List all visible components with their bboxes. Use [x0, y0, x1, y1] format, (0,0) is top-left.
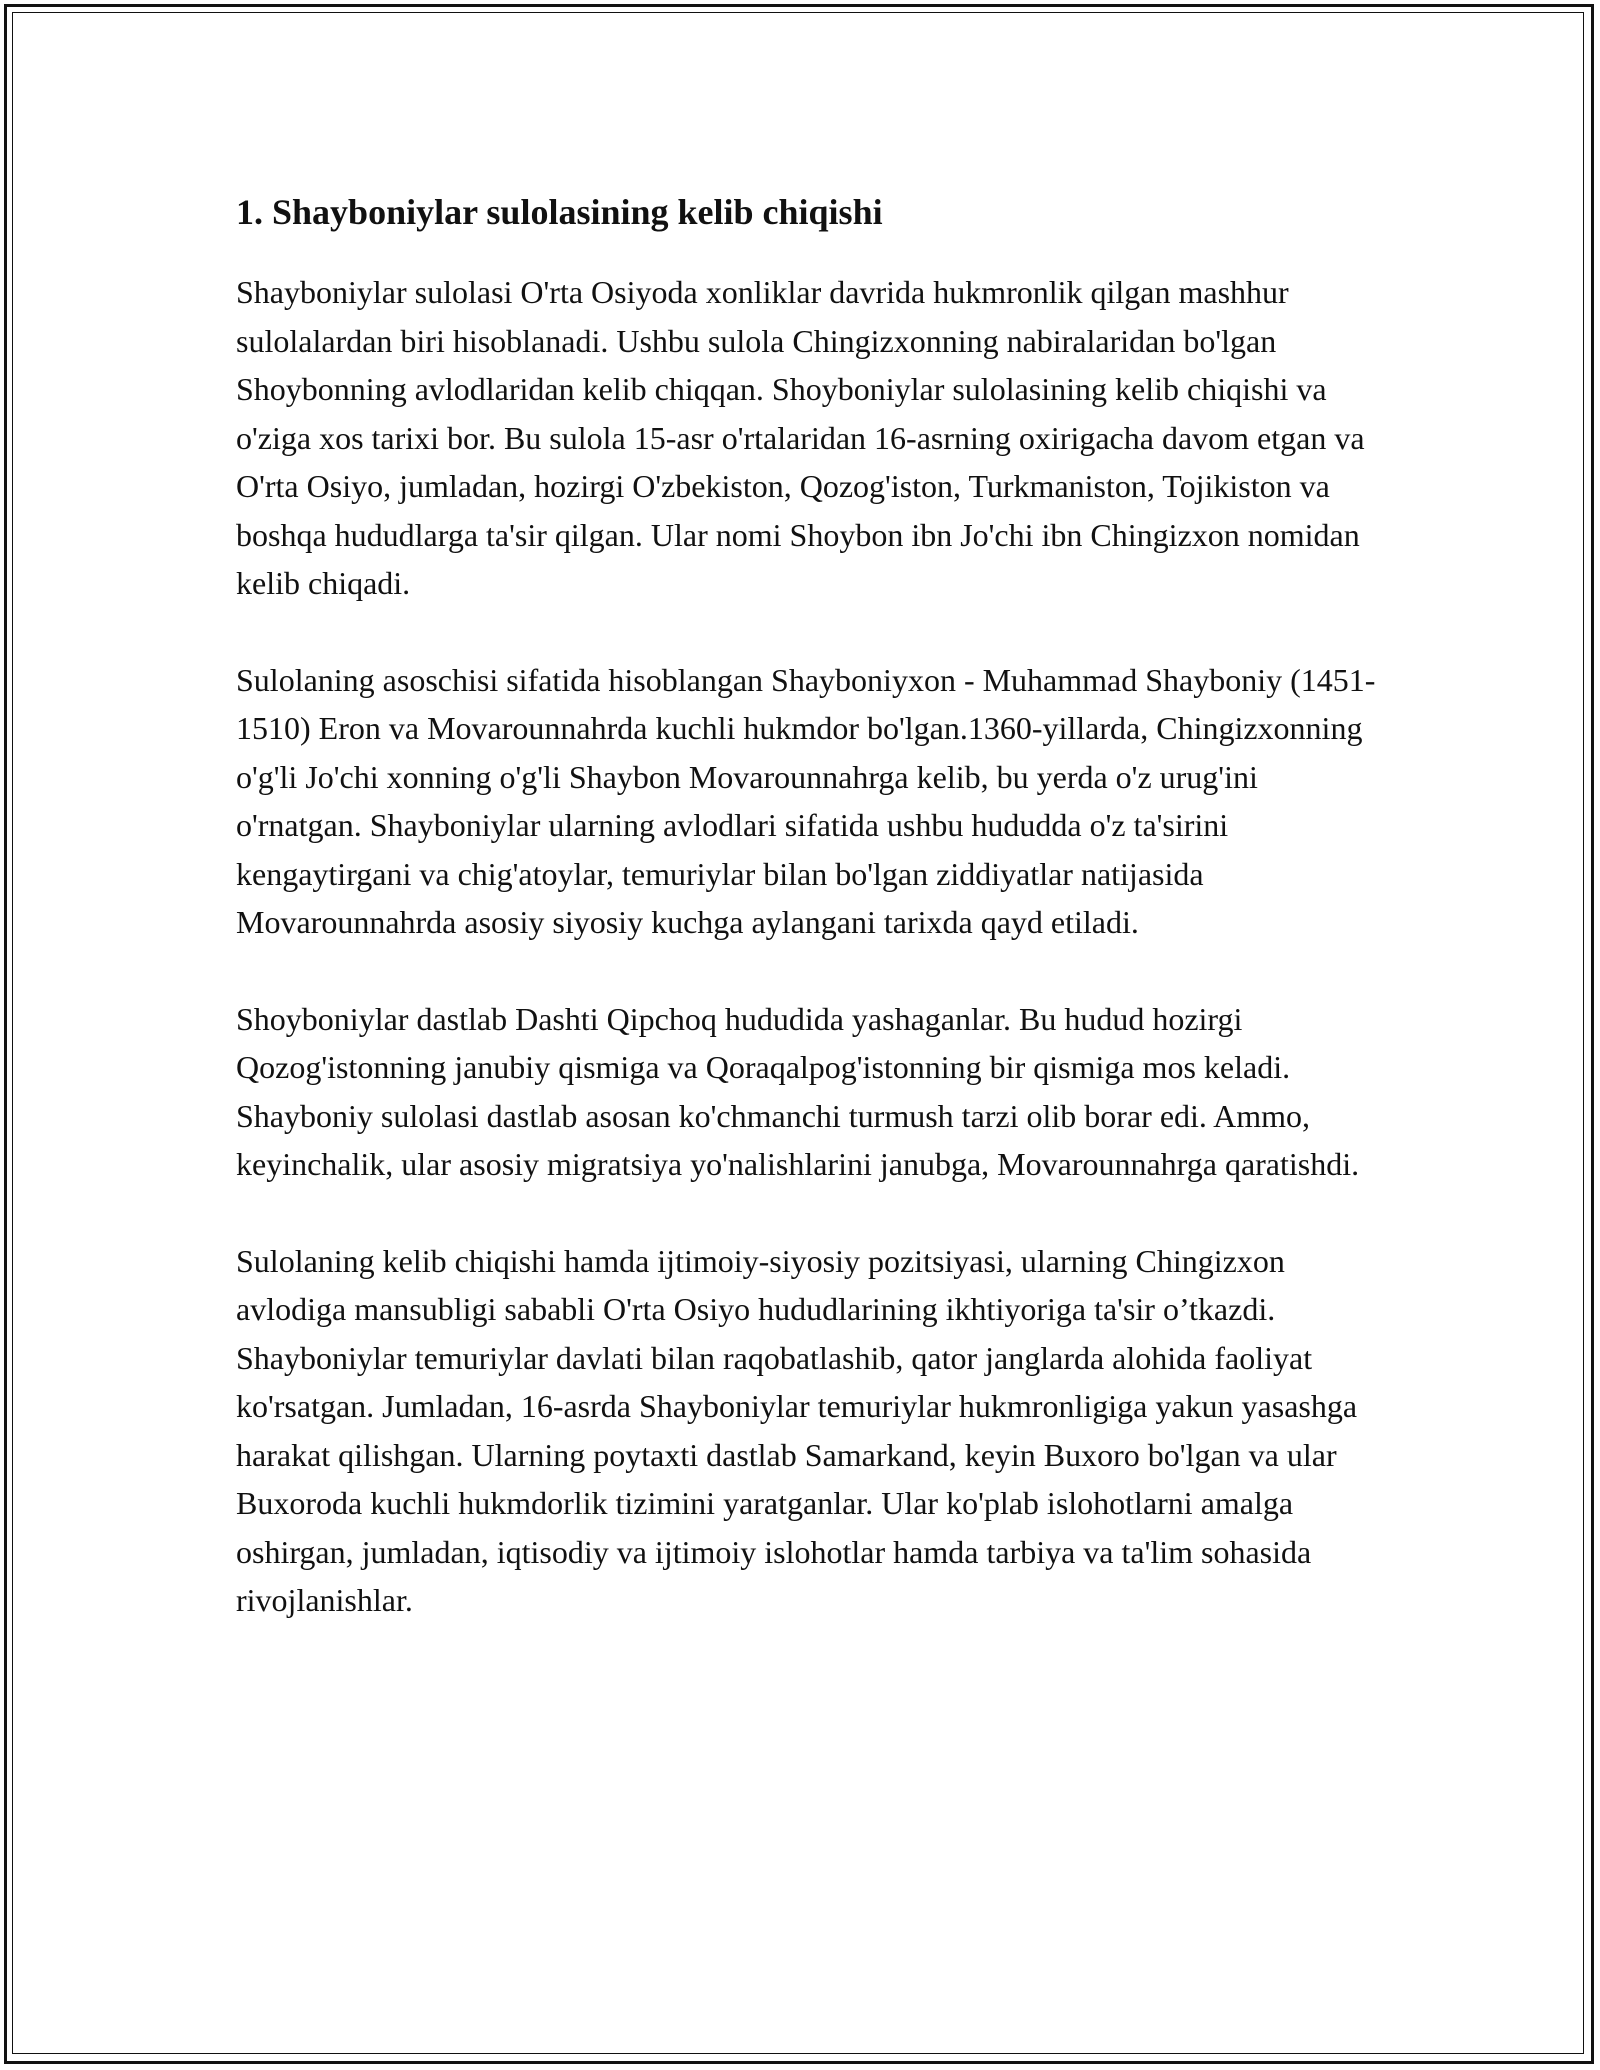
- paragraph-influence: Sulolaning kelib chiqishi hamda ijtimoiy-siyosiy pozitsiyasi, ularning Chingizxon avlodiga mansubligi sababli O'rta Osiyo hududlarining ikhtiyoriga ta'sir o’tkazdi. Shayboniylar temuriylar davlati bilan raqobatlashib, qator janglarda alohida faoliyat ko'rsatgan. Jumladan, 16-asrda Shayboniylar temuriylar hukmronligiga yakun yasashga harakat qilishgan. Ularning poytaxti dastlab Samarkand, keyin Buxoro bo'lgan va ular Buxoroda kuchli hukmdorlik tizimini yaratganlar. Ular ko'plab islohotlarni amalga oshirgan, jumladan, iqtisodiy va ijtimoiy islohotlar hamda tarbiya va ta'lim sohasida rivojlanishlar.: [236, 1242, 1358, 1618]
- paragraph-founder: Sulolaning asoschisi sifatida hisoblangan Shayboniyxon - Muhammad Shayboniy (1451-1510) Eron va Movarounnahrda kuchli hukmdor bo'lgan.1360-yillarda, Chingizxonning o'g'li Jo'chi xonning o'g'li Shaybon Movarounnahrga kelib, bu yerda o'z urug'ini o'rnatgan. Shayboniylar ularning avlodlari sifatida ushbu hududda o'z ta'sirini kengaytirgani va chig'atoylar, temuriylar bilan bo'lgan ziddiyatlar natijasida Movarounnahrda asosiy siyosiy kuchga aylangani tarixda qayd etiladi.: [236, 661, 1376, 940]
- paragraph-origin: Shayboniylar sulolasi O'rta Osiyoda xonliklar davrida hukmronlik qilgan mashhur sulolalardan biri hisoblanadi. Ushbu sulola Chingizxonning nabiralaridan bo'lgan Shoybonning avlodlaridan kelib chiqqan. Shoyboniylar sulolasining kelib chiqishi va o'ziga xos tarixi bor. Bu sulola 15-asr o'rtalaridan 16-asrning oxirigacha davom etgan va O'rta Osiyo, jumladan, hozirgi O'zbekiston, Qozog'iston, Turkmaniston, Tojikiston va boshqa hududlarga ta'sir qilgan. Ular nomi Shoybon ibn Jo'chi ibn Chingizxon nomidan kelib chiqadi.: [236, 274, 1365, 601]
- paragraph-homeland: Shoyboniylar dastlab Dashti Qipchoq hududida yashaganlar. Bu hudud hozirgi Qozog'istonning janubiy qismiga va Qoraqalpog'istonning bir qismiga mos keladi. Shayboniy sulolasi dastlab asosan ko'chmanchi turmush tarzi olib borar edi. Ammo, keyinchalik, ular asosiy migratsiya yo'nalishlarini janubga, Movarounnahrga qaratishdi.: [236, 1000, 1360, 1182]
- document-body: [236, 184, 1376, 1673]
- section-title: 1. Shayboniylar sulolasining kelib chiqishi: [236, 192, 883, 232]
